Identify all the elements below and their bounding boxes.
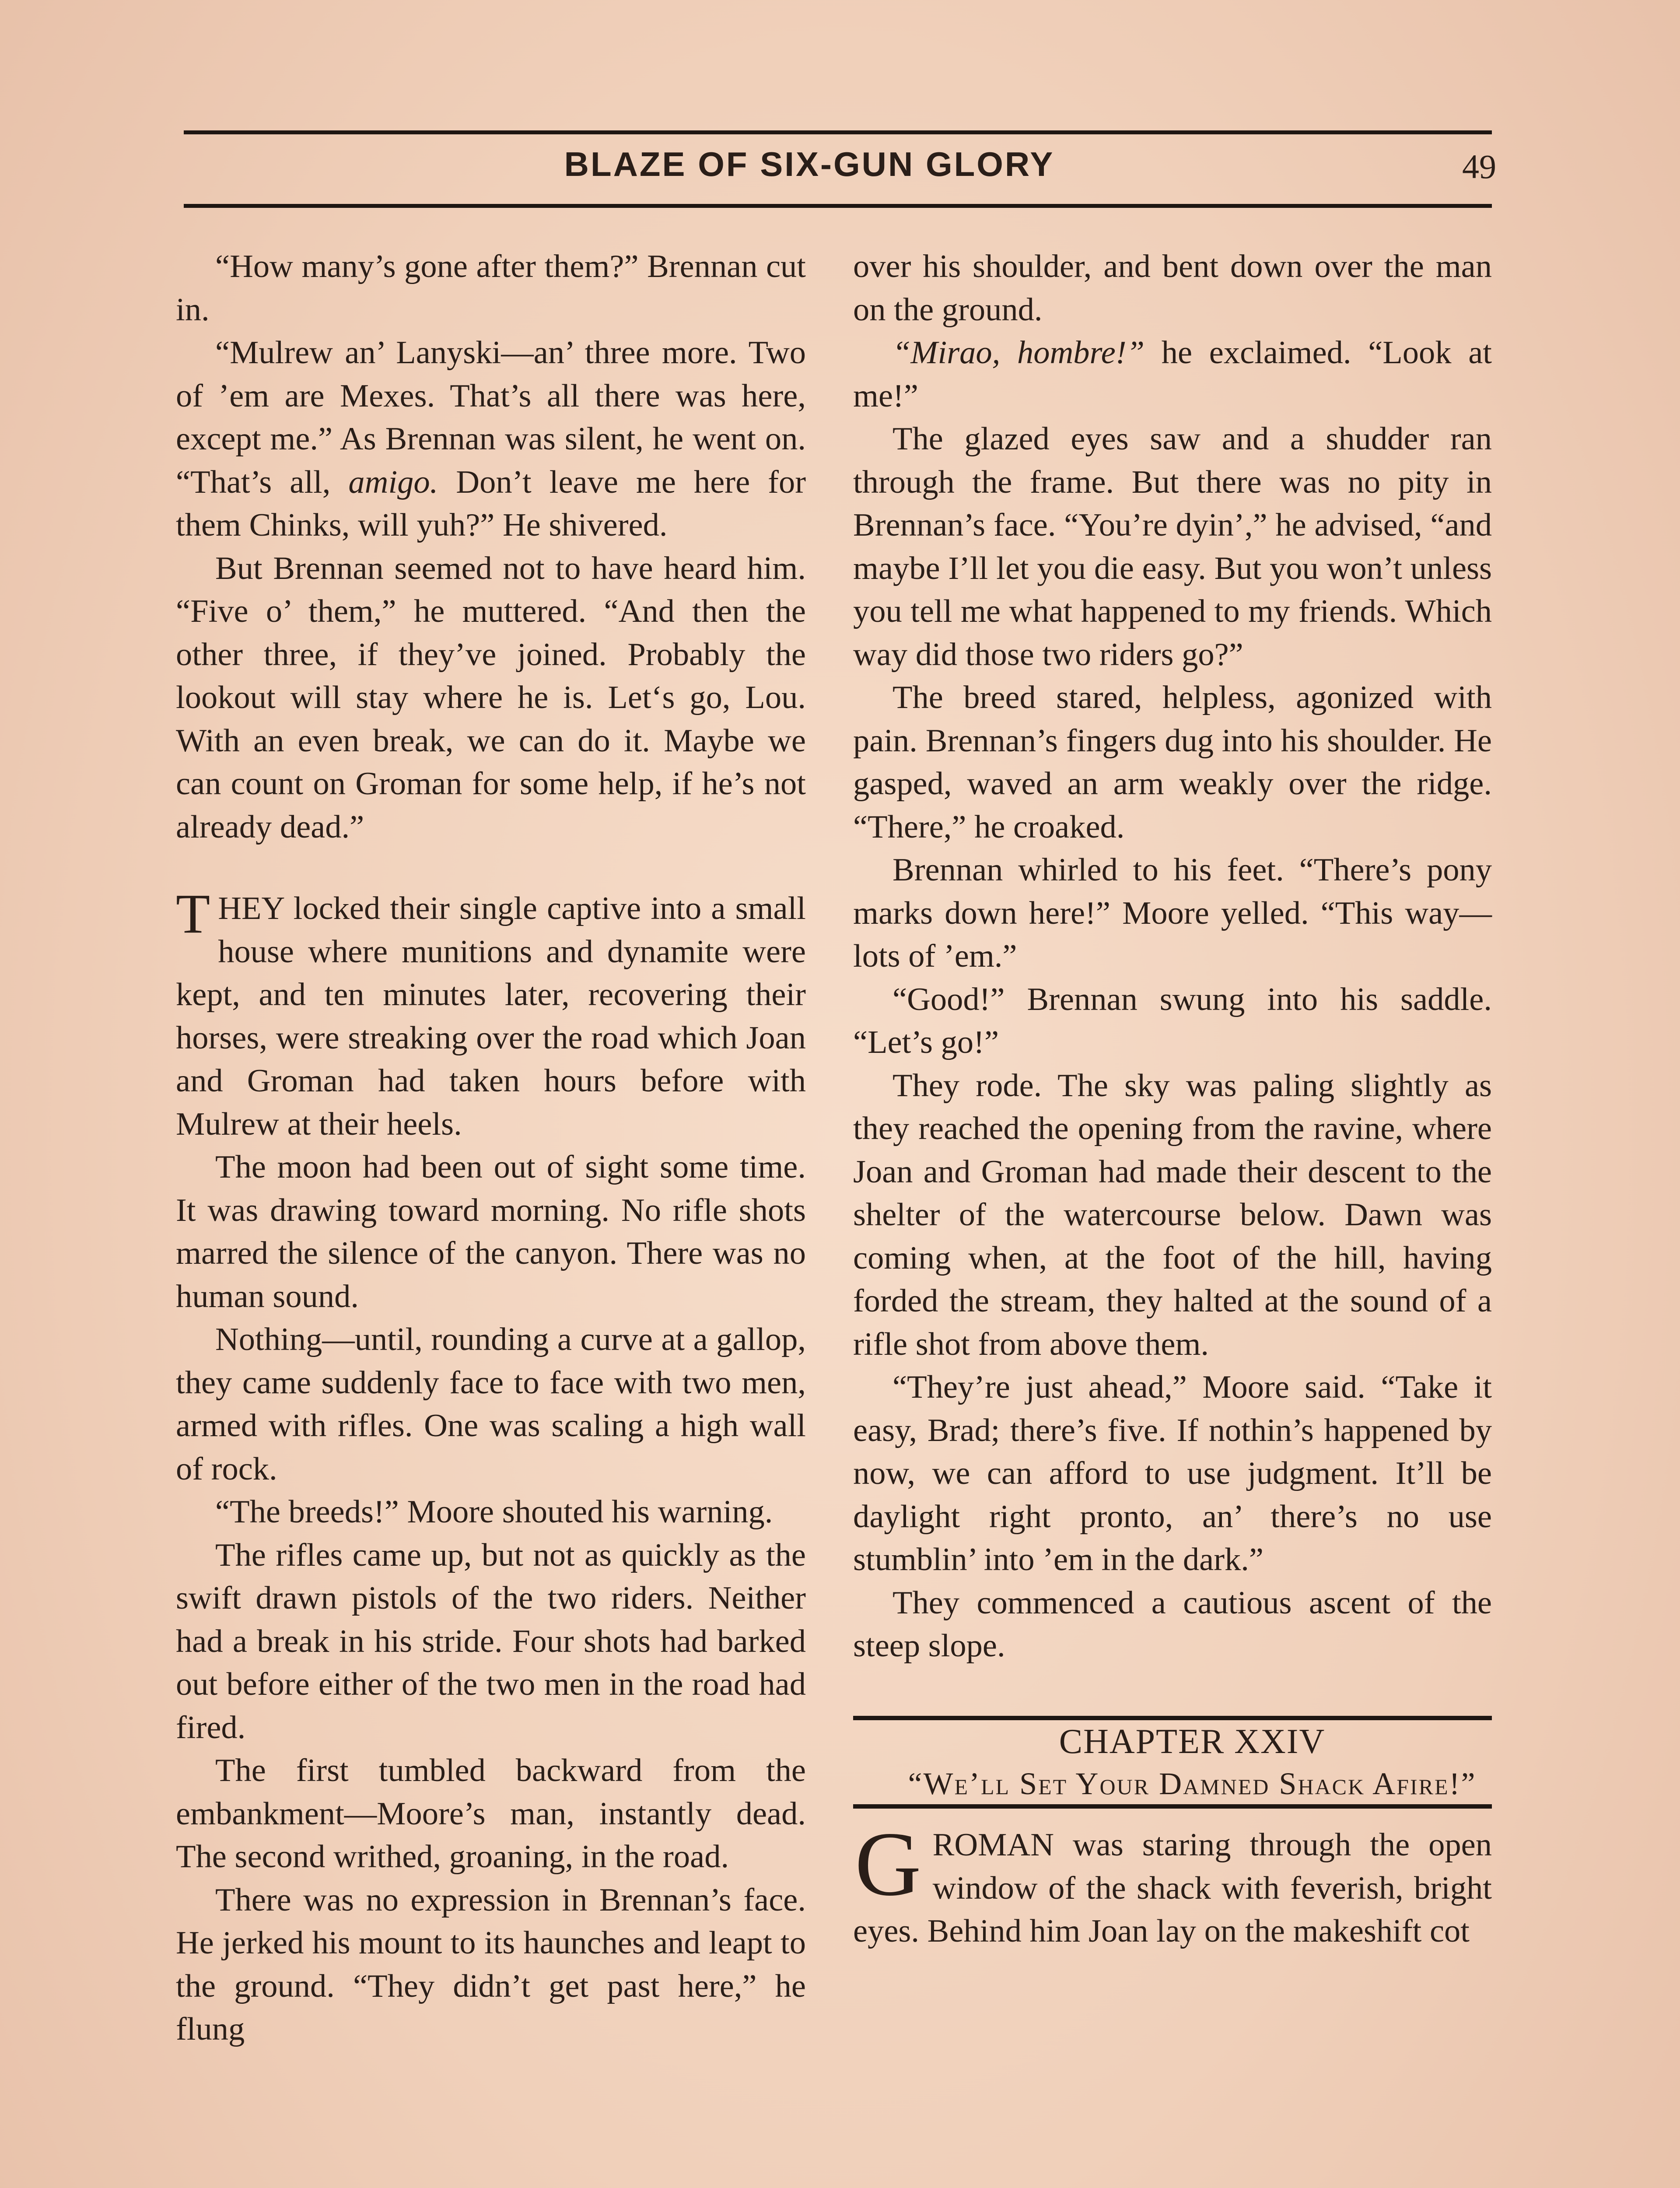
chapter-opening-paragraph [853,1813,1492,1953]
chapter-top-rule [853,1716,1492,1720]
paragraph: They rode. The sky was paling slightly as they reached the opening from the ravine, where Joan and Groman had made their descent to the shelter of the watercourse below. Dawn was coming when, at the foot of the hill, having forded the stream, they halted at the sound of a rifle shot from above them. [853,1067,1492,1362]
paragraph: The breed stared, helpless, agonized with pain. Brennan’s fingers dug into his shoulder. He gasped, waved an arm weakly over the ridge. “There,” he croaked. [853,680,1492,845]
paragraph: They commenced a cautious ascent of the steep slope. [853,1585,1492,1664]
page-number: 49 [1462,147,1496,186]
italic-word: amigo. [348,464,438,500]
paragraph-text: he exclaimed. “Look at me!” [853,335,1492,414]
paragraph: “The breeds!” Moore shouted his warning. [215,1494,773,1530]
right-column [853,245,1492,1953]
dropcap-paragraph [176,883,806,1146]
paragraph [853,331,1492,417]
paragraph: “How many’s gone after them?” Brennan cut in. [176,249,806,328]
paragraph: The glazed eyes saw and a shudder ran through the frame. But there was no pity in Brennan’s face. “You’re dyin’,” he advised, “and maybe I’ll let you die easy. But you won’t unless you tell me what happened to my friends. Which way did those two riders go?” [853,421,1492,673]
paragraph [176,331,806,547]
paragraph: Brennan whirled to his feet. “There’s pony marks down here!” Moore yelled. “This way—lots of ’em.” [853,852,1492,974]
chapter-subtitle: “We’ll Set Your Damned Shack Afire!” [908,1766,1477,1801]
header-top-rule [184,130,1492,134]
left-column [176,245,806,2051]
paragraph: over his shoulder, and bent down over the man on the ground. [853,249,1492,328]
paragraph-text: HEY locked their single captive into a small house where munitions and dynamite were kept, and ten minutes later, recovering their horses, were streaking over the road which Joan and Groman had taken hours before with Mulrew at their heels. [176,891,806,1142]
paragraph: The rifles came up, but not as quickly as the swift drawn pistols of the two riders. Neither had a break in his stride. Four shots had barked out before either of the two men in the road had fired. [176,1537,806,1746]
chapter-bottom-rule [853,1804,1492,1809]
paragraph-text: Don’t leave me here for them Chinks, will yuh?” He shivered. [176,464,806,543]
paragraph: “Good!” Brennan swung into his saddle. “Let’s go!” [853,981,1492,1060]
drop-cap: G [855,1813,921,1915]
running-title: BLAZE OF SIX-GUN GLORY [564,145,1055,183]
paragraph-text: ROMAN was staring through the open window of the shack with feverish, bright eyes. Behind him Joan lay on the makeshift cot [853,1827,1492,1949]
drop-cap: T [176,883,210,945]
paragraph: “They’re just ahead,” Moore said. “Take it easy, Brad; there’s five. If nothin’s happened by now, we can afford to use judgment. It’ll be daylight right pronto, an’ there’s no use stumblin’ into ’em in the dark.” [853,1369,1492,1578]
paragraph: Nothing—until, rounding a curve at a gallop, they came suddenly face to face with two men, armed with rifles. One was scaling a high wall of rock. [176,1322,806,1487]
paragraph: But Brennan seemed not to have heard him. “Five o’ them,” he muttered. “And then the other three, if they’ve joined. Probably the lookout will stay where he is. Let‘s go, Lou. With an even break, we can do it. Maybe we can count on Groman for some help, if he’s not already dead.” [176,550,806,845]
chapter-title: CHAPTER XXIV [1059,1722,1326,1761]
paragraph-text: “Mulrew an’ Lanyski—an’ three more. Two of ’em are Mexes. That’s all there was here, except me.” As Brennan was silent, he went on. “That’s all, [176,335,806,500]
header-bottom-rule [184,204,1492,208]
paragraph: There was no expression in Brennan’s face. He jerked his mount to its haunches and leapt to the ground. “They didn’t get past here,” he flung [176,1882,806,2047]
paragraph: The moon had been out of sight some time. It was drawing toward morning. No rifle shots marred the silence of the canyon. There was no human sound. [176,1149,806,1315]
paragraph: The first tumbled backward from the embankment—Moore’s man, instantly dead. The second writhed, groaning, in the road. [176,1753,806,1875]
italic-phrase: “Mirao, hombre!” [892,335,1145,371]
